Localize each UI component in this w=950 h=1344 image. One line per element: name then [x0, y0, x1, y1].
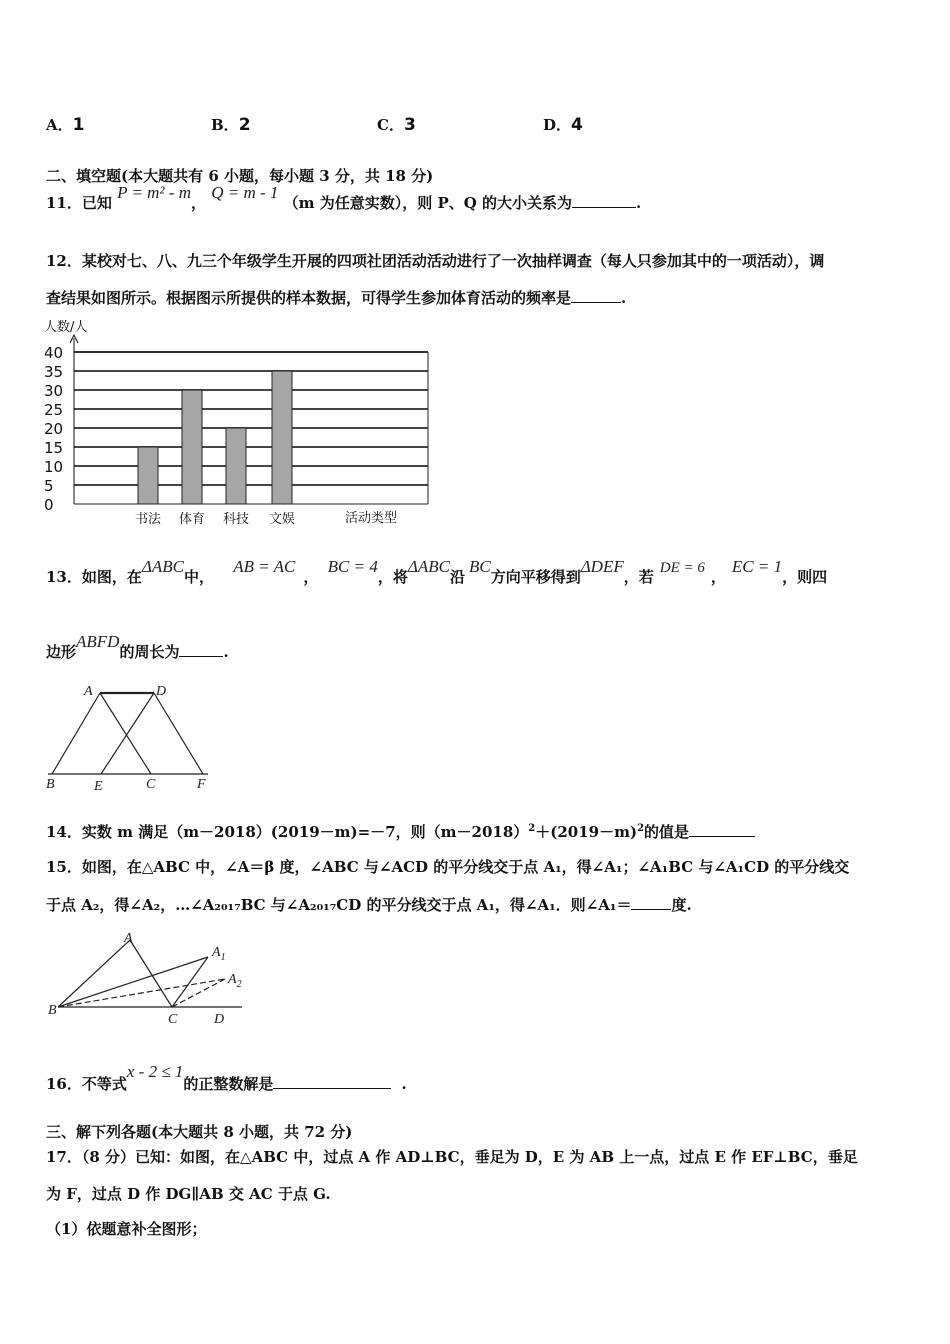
option-d: [543, 114, 583, 135]
chart-x-tick-label: 科技: [222, 512, 250, 527]
chart-x-tick-label: 书法: [134, 512, 162, 527]
option-value: 1: [72, 115, 85, 135]
q13-text: ，若: [623, 568, 654, 586]
point-label-a: A: [124, 931, 133, 946]
point-label-a2-letter: A: [228, 972, 237, 987]
q14-text-a: 14．实数 m 满足（m－2018）(2019－m)=－7，则（m－2018）: [46, 823, 529, 841]
q16-end: .: [401, 1075, 407, 1093]
q13-quad-abfd: ABFD: [76, 632, 120, 651]
q14-text-c: 的值是: [644, 823, 690, 841]
chart-grid: [74, 352, 428, 504]
option-letter: D．: [543, 116, 572, 134]
q13-triangle-abc: ΔABC: [141, 557, 184, 576]
q12-line2-text: 查结果如图所示。根据图示所提供的样本数据，可得学生参加体育活动的频率是: [46, 289, 572, 307]
chart-y-tick-label: 25: [44, 401, 64, 419]
point-label-a1-sub: 1: [220, 952, 226, 963]
point-label-b: B: [46, 777, 55, 792]
q11-comma: ，: [190, 194, 206, 212]
q14-text-b: ＋(2019－m): [535, 823, 638, 841]
q13-num: 13．如图，在: [46, 568, 142, 586]
chart-y-tick-label: 5: [44, 477, 54, 495]
q13-line2: [46, 632, 229, 662]
point-label-a: A: [84, 684, 93, 699]
q16-suffix: 的正整数解是: [183, 1075, 274, 1093]
point-label-d: D: [156, 684, 167, 699]
q13-eq-de: DE = 6: [659, 560, 705, 576]
q15-line2: [46, 894, 692, 915]
chart-y-tick-label: 20: [44, 420, 64, 438]
chart-bar: [272, 371, 292, 504]
chart-y-tick-label: 40: [44, 344, 64, 362]
option-letter: A．: [46, 116, 73, 134]
question-16: [46, 1062, 407, 1094]
option-letter: B．: [211, 116, 239, 134]
q15-figure: [40, 924, 260, 1029]
q14-answer-blank[interactable]: [689, 822, 755, 837]
q16-prefix: 16．不等式: [46, 1075, 127, 1093]
q11-answer-blank[interactable]: [572, 193, 636, 208]
point-label-a2: [227, 972, 242, 990]
chart-y-tick-label: 10: [44, 458, 64, 476]
chart-x-categories: [135, 511, 295, 527]
q13-line1: [46, 557, 828, 587]
chart-y-ticks: [44, 344, 63, 514]
q14-exponent: 2: [637, 823, 645, 834]
q13-end: .: [223, 643, 229, 661]
chart-y-tick-label: 15: [44, 439, 64, 457]
q15-line1: 15．如图，在△ABC 中，∠A＝β 度，∠ABC 与∠ACD 的平分线交于点 A₁，得∠A₁；∠A₁BC 与∠A₁CD 的平分线交: [46, 858, 850, 876]
q17-line1: 17．（8 分）已知：如图，在△ABC 中，过点 A 作 AD⊥BC，垂足为 D，E 为 AB 上一点，过点 E 作 EF⊥BC，垂足: [46, 1148, 858, 1166]
point-label-a1: [211, 945, 226, 963]
q17-line2: 为 F，过点 D 作 DG∥AB 交 AC 于点 G.: [46, 1185, 331, 1203]
section-2-title: 二、填空题(本大题共有 6 小题，每小题 3 分，共 18 分): [46, 167, 434, 185]
q15-answer-blank[interactable]: [631, 895, 671, 910]
option-b: [211, 114, 251, 135]
option-a: [46, 114, 84, 135]
q13-text: ，将: [377, 568, 408, 586]
q13-comma: ，: [303, 568, 319, 586]
q12-end: .: [621, 289, 627, 307]
q13-eq-ab-ac: AB = AC: [233, 557, 296, 576]
point-label-d: D: [214, 1012, 225, 1027]
point-label-c: C: [168, 1012, 178, 1027]
point-label-a1-letter: A: [212, 945, 221, 960]
q13-comma: ，: [710, 568, 726, 586]
q13-bc: BC: [468, 557, 491, 576]
chart-x-tick-label: 文娱: [268, 512, 296, 527]
q13-text: 中，: [183, 568, 214, 586]
q15-line2-text: 于点 A₂，得∠A₂，…∠A₂₀₁₇BC 与∠A₂₀₁₇CD 的平分线交于点 A₁，得∠A₁．则∠A₁＝: [46, 896, 632, 914]
q13-triangle-abc-2: ΔABC: [407, 557, 450, 576]
q13-triangle-def: ΔDEF: [580, 557, 624, 576]
q13-text: 方向平移得到: [490, 568, 581, 586]
q13-figure: [40, 680, 220, 795]
option-value: 4: [571, 115, 583, 135]
bar-chart: [40, 314, 440, 534]
q16-inequality: x - 2 ≤ 1: [126, 1062, 184, 1081]
q13-text: 沿: [449, 568, 465, 586]
point-label-e: E: [94, 779, 103, 794]
q11-suffix: （m 为任意实数），则 P、Q 的大小关系为: [283, 194, 573, 212]
q11-expr-p: P = m² - m: [117, 183, 191, 202]
option-letter: C．: [377, 116, 404, 134]
question-14: [46, 821, 755, 842]
q13-answer-blank[interactable]: [179, 642, 223, 657]
q13-eq-ec: EC = 1: [731, 557, 783, 576]
q13-eq-bc: BC = 4: [327, 557, 378, 576]
q11-expr-q: Q = m - 1: [211, 183, 279, 202]
chart-x-axis-label: 活动类型: [345, 511, 398, 526]
q12-answer-blank[interactable]: [571, 288, 621, 303]
option-value: 3: [403, 115, 416, 135]
q11-prefix: 11．已知: [46, 194, 112, 212]
chart-x-tick-label: 体育: [178, 512, 206, 527]
q13-text: ，则四: [782, 568, 828, 586]
chart-y-axis-label: 人数/人: [44, 320, 88, 335]
chart-bar: [138, 447, 158, 504]
point-label-f: F: [197, 777, 206, 792]
q12-line2: [46, 287, 626, 308]
chart-bar: [182, 390, 202, 504]
point-label-b: B: [48, 1003, 57, 1018]
chart-y-tick-label: 30: [44, 382, 64, 400]
q13-line2b: 的周长为: [119, 643, 180, 661]
option-c: [377, 114, 416, 135]
q11-end: .: [636, 194, 642, 212]
chart-y-tick-label: 35: [44, 363, 64, 381]
point-label-a2-sub: 2: [236, 979, 242, 990]
chart-bar: [226, 428, 246, 504]
q12-line1: 12．某校对七、八、九三个年级学生开展的四项社团活动活动进行了一次抽样调查（每人只参加其中的一项活动），调: [46, 252, 825, 270]
chart-y-tick-label: 0: [44, 496, 54, 514]
point-label-c: C: [146, 777, 156, 792]
question-11: [46, 183, 642, 213]
option-value: 2: [238, 115, 251, 135]
q16-answer-blank[interactable]: [273, 1074, 391, 1089]
q15-end: 度.: [671, 896, 692, 914]
q13-line2a: 边形: [46, 643, 77, 661]
q17-subquestion-1: （1）依题意补全图形；: [46, 1220, 207, 1238]
q14-exponent: 2: [528, 823, 536, 834]
section-3-title: 三、解下列各题(本大题共 8 小题，共 72 分): [46, 1123, 353, 1141]
